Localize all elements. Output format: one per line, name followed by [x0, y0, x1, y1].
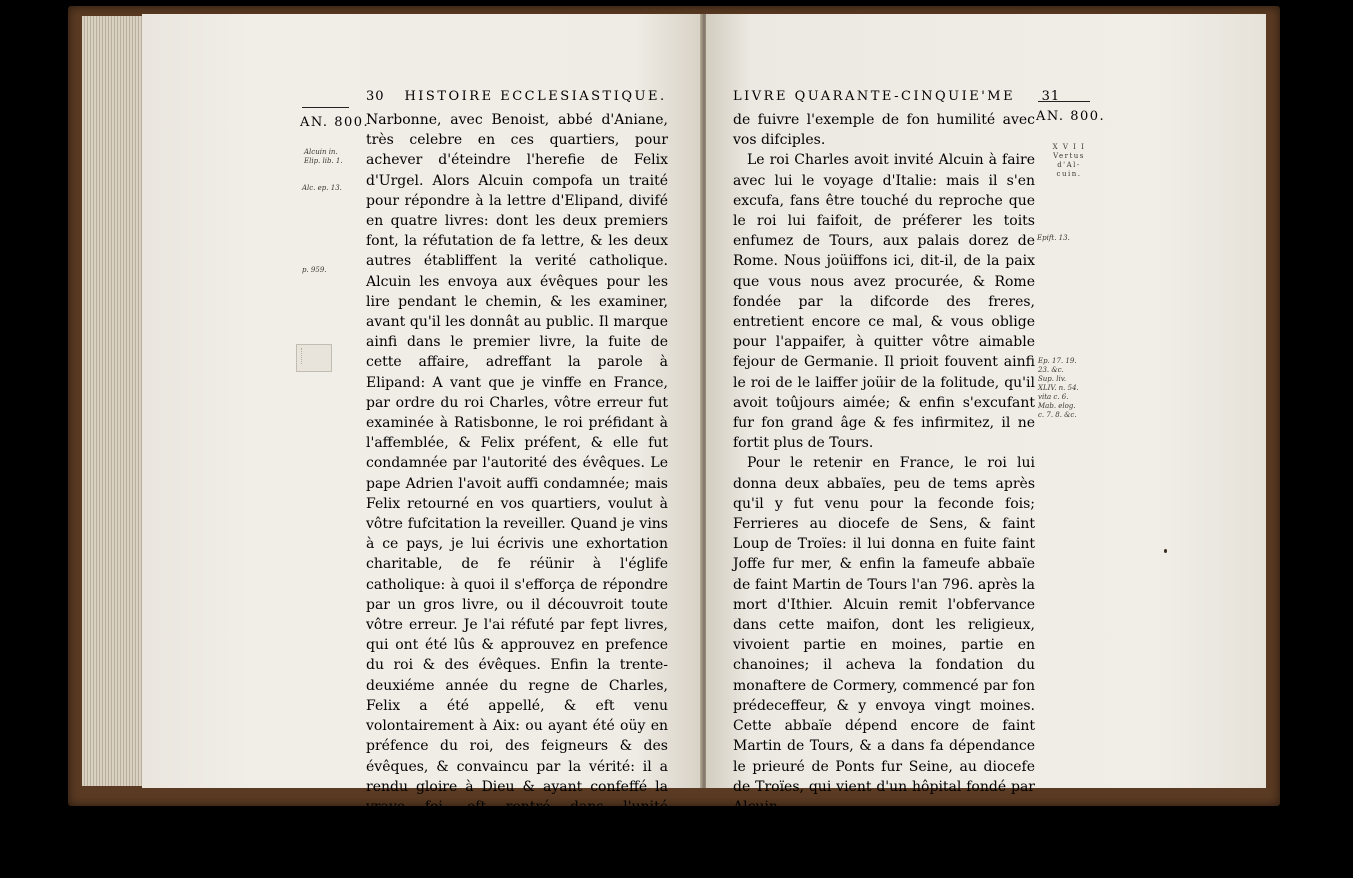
- right-paragraph-3: Pour le retenir en France, le roi lui donna deux abbaïes, peu de tems après qu'il y fut venu pour la feconde fois; Ferrieres au diocefe de Sens, & faint Loup de Troïes: il lui donna en fuite faint Joffe fur mer, & enfin la fameufe abbaïe de faint Martin de Tours l'an 796. après la mort d'Ithier. Alcuin remit l'obfervance dans cette maifon, dont les religieux, vivoient partie en moines, partie en chanoines; il acheva la fondation du monaftere de Cormery, commencé par fon prédeceffeur, & y envoya vingt moines. Cette abbaïe dépend encore de faint Martin de Tours, & a dans fa dépendance le prieuré de Ponts fur Seine, au diocefe de Troïes, qui vient d'un hôpital fondé par Alcuin.: [733, 455, 1035, 815]
- right-paragraph-1: de fuivre l'exemple de fon humilité avec vos difciples.: [733, 112, 1035, 149]
- right-year-label: AN. 800.: [1036, 109, 1106, 124]
- right-margin-heading: X V I I Vertus d'Al- cuin.: [1052, 143, 1086, 178]
- page-edges: [82, 16, 142, 786]
- right-running-title: LIVRE QUARANTE-CINQUIE'ME: [733, 89, 1016, 104]
- right-margin-note-2: Ep. 17. 19. 23. &c. Sup. liv. XLIV. n. 54. vita c. 6. Mab. elog. c. 7. 8. &c.: [1038, 357, 1079, 419]
- right-paragraph-2: Le roi Charles avoit invité Alcuin à faire avec lui le voyage d'Italie: mais il s'en excufa, fans être touché du reproche que le roi lui faifoit, de préferer les toits enfumez de Tours, aux palais dorez de Rome. Nous joüiffons ici, dit-il, de la paix que vous nous avez procurée, & Rome fondée par la difcorde des freres, entretient encore ce mal, & vous oblige pour l'appaifer, à quitter vôtre aimable fejour de Germanie. Il prioit fouvent ainfi le roi de le laiffer joüir de la folitude, qu'il avoit toûjours aimée; & enfin s'excufant fur fon grand âge & fes infirmitez, il ne fortit plus de Tours.: [733, 152, 1035, 452]
- right-year-rule: [1038, 101, 1090, 102]
- right-text-column: [733, 110, 1035, 858]
- left-running-title: HISTOIRE ECCLESIASTIQUE.: [404, 89, 667, 104]
- left-running-head: [366, 89, 667, 107]
- left-margin-note-2: Alc. ep. 13.: [302, 184, 342, 192]
- left-page-number: 30: [366, 89, 385, 104]
- left-margin-note-1: Alcuin in. Elip. lib. 1.: [304, 148, 343, 165]
- left-year-label: AN. 800.: [300, 115, 370, 130]
- library-stamp: [296, 344, 332, 372]
- right-paragraph-4: Il avoit la difpofition du revenu de fes abbayes,: [733, 819, 1035, 856]
- left-text-column: [366, 110, 668, 878]
- right-page-number: 31: [1041, 89, 1061, 104]
- right-margin-note-1: Epift. 13.: [1037, 234, 1070, 242]
- ink-spot: [1164, 549, 1167, 553]
- left-margin-note-3: p. 959.: [302, 266, 327, 274]
- left-paragraph-1: Narbonne, avec Benoist, abbé d'Aniane, très celebre en ces quartiers, pour achever d'éteindre l'herefie de Felix d'Urgel. Alors Alcuin compofa un traité pour répondre à la lettre d'Elipand, divifé en quatre livres: dont les deux premiers font, la réfutation de fa lettre, & les deux autres établiffent la verité catholique. Alcuin les envoya aux évêques pour les lire pendant le chemin, & les examiner, avant qu'il les donnât au public. Il marque ainfi dans le premier livre, la fuite de cette affaire, adreffant la parole à Elipand: A vant que je vinffe en France, par ordre du roi Charles, vôtre erreur fut examinée à Ratisbonne, le roi préfidant à l'affemblée, & Felix préfent, & elle fut condamnée par l'autorité des évêques. Le pape Adrien l'avoit auffi condamnée; mais Felix retourné en vos quartiers, voulut à vôtre fufcitation la reveiller. Quand je vins à ce pays, je lui écrivis une exhortation charitable, de fe réünir à l'églife catholique: à quoi il s'efforça de répondre par un gros livre, ou il découvroit toute vôtre erreur. Je l'ai réfuté par fept livres, qui ont été lûs & approuvez en prefence du roi & des évêques. Enfin la trente-deuxiéme année du regne de Charles, Felix a été appellé, & eft venu volontairement à Aix: ou ayant été oüy en préfence du roi, des feigneurs & des évêques, & convaincu par la vérité: il a rendu gloire à Dieu & ayant confeffé la vraye foi, eft rentré dans l'unité catholique, avec fes difciples qui étoient préfens. Je vous confeille, mon venerable pere,: [366, 112, 668, 876]
- right-running-head: [733, 89, 1060, 107]
- left-year-rule: [302, 107, 349, 108]
